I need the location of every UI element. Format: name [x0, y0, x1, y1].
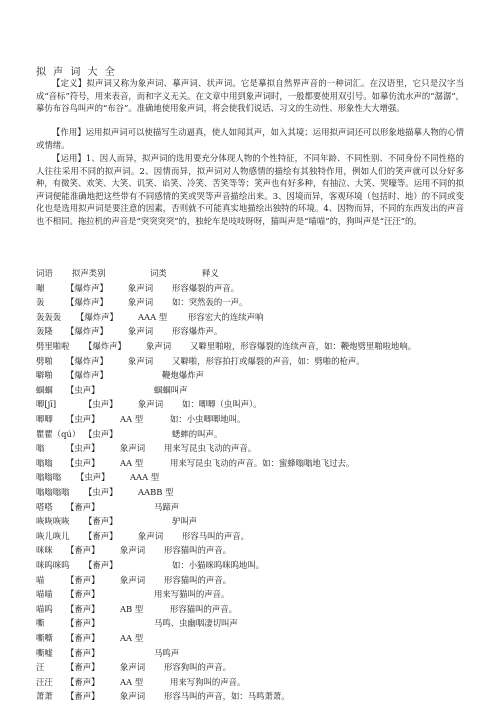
- table-cell-meaning: 形容狗叫的声音。: [164, 662, 231, 673]
- table-cell-category: 【爆炸声】: [84, 341, 126, 351]
- table-cell-category: 【畜声】: [84, 516, 118, 527]
- table-cell-pos: 象声词: [120, 443, 146, 454]
- table-cell-meaning: 马蹄声: [154, 501, 180, 512]
- table-cell-category: 【爆炸声】: [76, 311, 118, 322]
- table-cell-word: 嗡嗡: [36, 457, 53, 468]
- table-cell-pos: AA 型: [120, 633, 144, 643]
- table-cell-word: 轰: [36, 297, 45, 308]
- table-cell-meaning: 马鸣、虫幽咽凄切叫声: [154, 618, 238, 629]
- table-cell-pos: 象声词: [120, 545, 146, 556]
- table-cell-word: 嗡: [36, 443, 45, 454]
- table-cell-category: 【畜声】: [66, 589, 100, 600]
- table-cell-category: 【畜声】: [66, 501, 100, 512]
- table-cell-pos: 象声词: [120, 691, 146, 702]
- table-cell-meaning: 马鸣声: [154, 647, 180, 658]
- table-header-cell: 词类: [150, 268, 167, 278]
- table-cell-meaning: 蟋蟀的叫声。: [172, 428, 223, 439]
- table-cell-pos: 象声词: [120, 662, 146, 673]
- definition-paragraph: 【定义】拟声词又称为象声词、摹声词、状声词。它是摹拟自然界声音的一种词汇。在汉语里，它只是汉字当成“音标”符号，用来表音，而和字义无关。在文章中用到象声词时，一般都要使用双引号。如摹仿流水声的“潺潺”，摹仿布谷鸟叫声的“布谷”。准确地使用象声词，将会使我们说话、习文的生动性、形象性大大增强。: [36, 78, 464, 114]
- table-cell-meaning: 形容马叫的声音，如：马鸣萧萧。: [164, 691, 290, 702]
- table-cell-pos: 象声词: [128, 326, 154, 337]
- table-cell-word: 嗡嗡嗡: [36, 472, 62, 483]
- table-cell-category: 【虫声】: [66, 384, 100, 395]
- table-cell-word: 嗒嗒: [36, 501, 53, 512]
- table-cell-pos: AA 型: [120, 414, 144, 424]
- document-title: 拟 声 词 大 全: [36, 67, 117, 78]
- table-cell-word: 咴儿咴儿: [36, 530, 70, 541]
- table-cell-meaning: 又噼啪，形容拍打或爆裂的声音，如：劈啪的枪声。: [172, 355, 365, 366]
- table-cell-category: 【爆炸声】: [66, 355, 108, 366]
- table-cell-word: 喵呜: [36, 603, 53, 614]
- table-cell-meaning: 形容马叫的声音。: [182, 530, 249, 541]
- table-cell-meaning: 蝈蝈叫声: [154, 384, 188, 395]
- table-cell-word: 嘶嘘: [36, 647, 53, 658]
- table-cell-meaning: 形容猫叫的声音。: [164, 545, 231, 556]
- table-cell-category: 【虫声】: [84, 399, 118, 410]
- table-cell-word: 喵: [36, 574, 45, 585]
- table-cell-word: 咪咪: [36, 545, 53, 556]
- table-cell-category: 【爆炸声】: [66, 326, 108, 337]
- table-cell-pos: 象声词: [128, 282, 154, 293]
- table-cell-pos: AABB 型: [138, 487, 174, 497]
- table-cell-category: 【爆炸声】: [66, 370, 108, 381]
- table-cell-word: 轰隆: [36, 326, 53, 337]
- table-cell-meaning: 形容爆炸声。: [172, 326, 223, 337]
- table-cell-word: 嗡嗡嗡嗡: [36, 487, 70, 497]
- table-cell-pos: AA 型: [120, 457, 144, 468]
- table-header-cell: 拟声类别: [72, 268, 106, 278]
- table-cell-word: 萧萧: [36, 691, 53, 702]
- table-cell-meaning: 用来写猫叫的声音。: [154, 589, 230, 600]
- table-cell-category: 【爆炸声】: [66, 297, 108, 308]
- table-cell-category: 【虫声】: [66, 443, 100, 454]
- table-cell-category: 【畜声】: [66, 691, 100, 702]
- table-cell-word: 蝈蝈: [36, 384, 53, 395]
- table-cell-word: 劈里啪啦: [36, 341, 70, 351]
- table-header-cell: 释义: [202, 268, 219, 278]
- table-cell-meaning: 用来写狗叫的声音。: [170, 676, 246, 687]
- table-cell-category: 【畜声】: [84, 530, 118, 541]
- table-cell-meaning: 如：突然轰的一声。: [172, 297, 248, 308]
- table-cell-word: 瞿瞿（qú）: [36, 428, 81, 439]
- table-cell-category: 【畜声】: [66, 603, 100, 614]
- table-cell-word: 劈啪: [36, 355, 53, 366]
- table-cell-pos: AB 型: [120, 603, 144, 614]
- table-cell-category: 【虫声】: [66, 414, 100, 424]
- table-cell-category: 【畜声】: [66, 574, 100, 585]
- table-cell-meaning: 又噼里啪啦，形容爆裂的连续声音，如：鞭炮劈里啪啦地响。: [190, 341, 417, 351]
- table-cell-word: 嘣: [36, 282, 45, 293]
- table-cell-meaning: 如：小猫咪呜咪呜地叫。: [172, 560, 265, 570]
- table-cell-word: 轰轰轰: [36, 311, 62, 322]
- table-cell-pos: AAA 型: [138, 311, 168, 322]
- usage-paragraph: 【运用】1、因人而异，拟声词的选用要充分体现人物的个性特征，不同年龄、不同性别、不同身份不同性格的人往往采用不同的拟声词。2、因情而异，拟声词对人物感情的描绘有其独特作用，例如人们的笑声就可以分好多种，有微笑、欢笑、大笑、讥笑、谄笑、冷笑、苦笑等等；笑声也有好多种，有抽泣、大笑、哭嚎等。运用不同的拟声词便能准确地把这些带有不同感情的笑或哭等声音描绘出来。3、因境而异，客观环境（包括时、地）的不同或变化也是选用拟声词是要注意的因素，否则就不可能真实地描绘出独特的环境。4、因物而异，不同的东西发出的声音也不相同。拖拉机的声音是“突突突突”的，独轮车是吱吱呀呀，猫叫声是“喵喵”的，狗叫声是“汪汪”的。: [36, 153, 464, 226]
- table-cell-word: 汪汪: [36, 676, 53, 687]
- table-cell-word: 咪呜咪呜: [36, 560, 70, 570]
- table-cell-meaning: 形容爆裂的声音。: [172, 282, 239, 293]
- table-cell-meaning: 用来写昆虫飞动的声音。如：蜜蜂嗡嗡地飞过去。: [170, 457, 355, 468]
- table-cell-word: 喵喵: [36, 589, 53, 600]
- table-cell-word: 嘶: [36, 618, 45, 629]
- table-cell-word: 咴咴咴咴: [36, 516, 70, 527]
- table-cell-meaning: 形容猫叫的声音。: [170, 603, 237, 614]
- table-cell-category: 【畜声】: [66, 545, 100, 556]
- table-cell-pos: 象声词: [138, 399, 164, 410]
- table-cell-meaning: 形容猫叫的声音。: [164, 574, 231, 585]
- table-cell-category: 【畜声】: [66, 676, 100, 687]
- table-cell-word: 嘶嘶: [36, 633, 53, 643]
- table-cell-category: 【虫声】: [66, 457, 100, 468]
- table-cell-pos: 象声词: [146, 341, 172, 351]
- table-cell-meaning: 用来写昆虫飞动的声音。: [164, 443, 257, 454]
- table-cell-meaning: 如：小虫唧唧地叫。: [170, 414, 246, 424]
- table-cell-pos: 象声词: [138, 530, 164, 541]
- table-header-cell: 词语: [36, 268, 53, 278]
- table-cell-word: 汪: [36, 662, 45, 673]
- table-cell-category: 【爆炸声】: [66, 282, 108, 293]
- table-cell-meaning: 鞭炮爆炸声: [162, 370, 204, 381]
- table-cell-meaning: 如：唧唧（虫叫声）。: [182, 399, 262, 410]
- table-cell-pos: 象声词: [128, 355, 154, 366]
- table-cell-category: 【虫声】: [84, 428, 118, 439]
- table-cell-pos: 象声词: [120, 574, 146, 585]
- table-cell-category: 【虫声】: [84, 487, 118, 497]
- function-paragraph: 【作用】运用拟声词可以使描写生动逼真，使人如闻其声，如入其境；运用拟声词还可以形象地描摹人物的心情或情绪。: [36, 127, 464, 150]
- table-cell-category: 【畜声】: [66, 662, 100, 673]
- table-cell-category: 【虫声】: [76, 472, 110, 483]
- table-cell-word: 唧唧: [36, 414, 53, 424]
- table-cell-word: 唧[jī]: [36, 399, 57, 410]
- table-cell-meaning: 驴叫声: [172, 516, 198, 527]
- table-cell-pos: AAA 型: [130, 472, 160, 483]
- table-cell-pos: AA 型: [120, 676, 144, 687]
- table-cell-category: 【畜声】: [66, 618, 100, 629]
- table-cell-pos: 象声词: [128, 297, 154, 308]
- table-cell-category: 【畜声】: [66, 633, 100, 643]
- table-cell-word: 噼啪: [36, 370, 53, 381]
- table-cell-category: 【畜声】: [66, 647, 100, 658]
- table-cell-meaning: 形容宏大的连续声响: [188, 311, 264, 322]
- table-cell-category: 【畜声】: [84, 560, 118, 570]
